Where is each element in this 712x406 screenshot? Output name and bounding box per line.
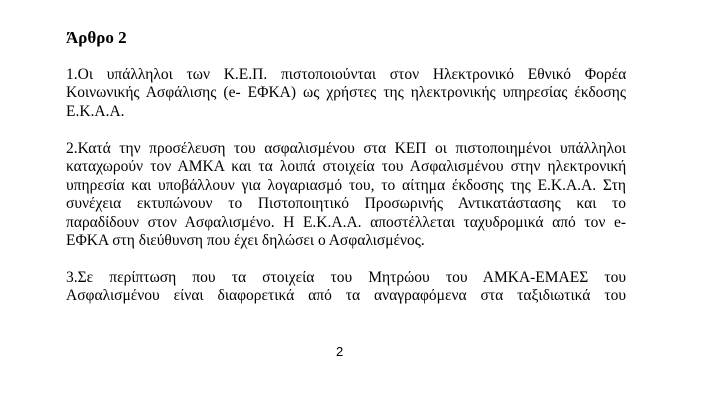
paragraph-line: ΕΦΚΑ στη διεύθυνση που έχει δηλώσει ο Ασφαλισμένος.	[66, 232, 425, 250]
paragraph-line: καταχωρούν τον ΑΜΚΑ και τα λοιπά στοιχεία του Ασφαλισμένου στην ηλεκτρονική	[66, 158, 627, 176]
paragraph-1	[66, 66, 626, 121]
paragraph-line: Ε.Κ.Α.Α.	[66, 102, 125, 120]
paragraph-line: Ασφαλισμένου είναι διαφορετικά από τα αναγραφόμενα στα ταξιδιωτικά του	[66, 287, 626, 305]
paragraph-line: υπηρεσία και υποβάλλουν για λογαριασμό του, το αίτημα έκδοσης της Ε.Κ.Α.Α. Στη	[66, 176, 626, 194]
paragraph-line: 2.Κατά την προσέλευση του ασφαλισμένου στα ΚΕΠ οι πιστοποιημένοι υπάλληλοι	[66, 140, 627, 157]
article-heading: Άρθρο 2	[66, 28, 127, 47]
paragraph-line: 3.Σε περίπτωση που τα στοιχεία του Μητρώου του ΑΜΚΑ-ΕΜΑΕΣ του	[66, 269, 626, 286]
paragraph-line: 1.Οι υπάλληλοι των Κ.Ε.Π. πιστοποιούνται στον Ηλεκτρονικό Εθνικό Φορέα	[66, 66, 627, 83]
paragraph-line: συνέχεια εκτυπώνουν το Πιστοποιητικό Προσωρινής Αντικατάστασης και το	[66, 195, 626, 213]
paragraph-line: Κοινωνικής Ασφάλισης (e- ΕΦΚΑ) ως χρήστες της ηλεκτρονικής υπηρεσίας έκδοσης	[66, 84, 626, 102]
paragraph-2	[66, 140, 626, 250]
paragraph-line: παραδίδουν στον Ασφαλισμένο. Η Ε.Κ.Α.Α. αποστέλλεται ταχυδρομικά από τον e-	[66, 213, 626, 231]
page-number: 2	[336, 344, 344, 359]
paragraph-3	[66, 269, 626, 306]
